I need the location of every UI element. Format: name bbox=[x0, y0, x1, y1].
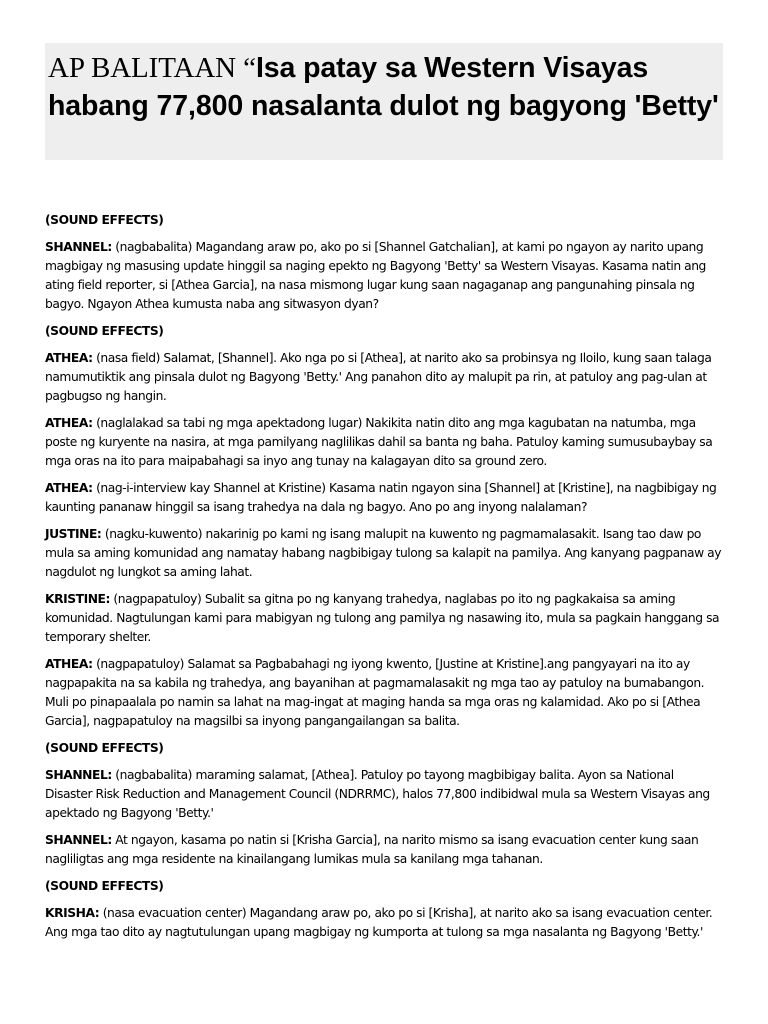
dialogue-line bbox=[45, 414, 723, 471]
page-title bbox=[48, 50, 719, 125]
speaker-name: ATHEA: bbox=[45, 481, 93, 495]
dialogue-text: (nagpapatuloy) Salamat sa Pagbabahagi ng iyong kwento, [Justine at Kristine].ang pangyayari na ito ay nagpapakita na sa kabila ng trahedya, ang bayanihan at pagmamalasakit ng mga tao ay patuloy na bumabangon. Muli po pinapaalala po namin sa lahat na mag-ingat at maging handa sa mga oras ng kalamidad. Ako po si [Athea Garcia], nagpapatuloy na magsilbi sa inyong pangangailangan sa balita. bbox=[45, 657, 705, 728]
dialogue-line bbox=[45, 766, 723, 823]
sound-effects-line: (SOUND EFFECTS) bbox=[45, 741, 164, 755]
dialogue-line bbox=[45, 904, 723, 942]
dialogue-text: (nagpapatuloy) Subalit sa gitna po ng kanyang trahedya, naglabas po ito ng pagkakaisa sa aming komunidad. Nagtulungan kami para mabigyan ng tulong ang pamilya ng nasawing ito, mula sa pagkain hanggang sa temporary shelter. bbox=[45, 592, 720, 644]
speaker-name: KRISTINE: bbox=[45, 592, 110, 606]
script-body bbox=[45, 211, 723, 942]
dialogue-text: (nagbabalita) maraming salamat, [Athea]. Patuloy po tayong magbibigay balita. Ayon sa National Disaster Risk Reduction and Management Council (NDRRMC), halos 77,800 indibidwal mula sa Western Visayas ang apektado ng Bagyong 'Betty.' bbox=[45, 768, 710, 820]
title-prefix: AP BALITAAN “ bbox=[48, 52, 256, 84]
sound-effects-line: (SOUND EFFECTS) bbox=[45, 324, 164, 338]
dialogue-line bbox=[45, 831, 723, 869]
speaker-name: KRISHA: bbox=[45, 906, 100, 920]
speaker-name: ATHEA: bbox=[45, 416, 93, 430]
dialogue-line bbox=[45, 525, 723, 582]
dialogue-text: At ngayon, kasama po natin si [Krisha Garcia], na narito mismo sa isang evacuation center kung saan nagliligtas ang mga residente na kinailangang lumikas mula sa kanilang mga tahanan. bbox=[45, 833, 699, 866]
sound-effects-line: (SOUND EFFECTS) bbox=[45, 879, 164, 893]
dialogue-text: (nasa field) Salamat, [Shannel]. Ako nga po si [Athea], at narito ako sa probinsya ng Iloilo, kung saan talaga namumutiktik ang pinsala dulot ng Bagyong 'Betty.' Ang panahon dito ay malupit pa rin, at patuloy ang pag-ulan at pagbugso ng hangin. bbox=[45, 351, 712, 403]
dialogue-line bbox=[45, 479, 723, 517]
speaker-name: JUSTINE: bbox=[45, 527, 102, 541]
sound-effects-line: (SOUND EFFECTS) bbox=[45, 213, 164, 227]
dialogue-text: (naglalakad sa tabi ng mga apektadong lugar) Nakikita natin dito ang mga kagubatan na natumba, mga poste ng kuryente na nasira, at mga pamilyang naglilikas dahil sa banta ng baha. Patuloy kaming sumusubaybay sa mga oras na ito para maipabahagi sa inyo ang tunay na kalagayan dito sa ground zero. bbox=[45, 416, 713, 468]
speaker-name: ATHEA: bbox=[45, 657, 93, 671]
dialogue-text: (nagbabalita) Magandang araw po, ako po si [Shannel Gatchalian], at kami po ngayon ay narito upang magbigay ng masusing update hinggil sa naging epekto ng Bagyong 'Betty' sa Western Visayas. Kasama natin ang ating field reporter, si [Athea Garcia], na nasa mismong lugar kung saan nagaganap ang pangunahing pinsala ng bagyo. Ngayon Athea kumusta naba ang sitwasyon dyan? bbox=[45, 240, 706, 311]
speaker-name: SHANNEL: bbox=[45, 833, 112, 847]
dialogue-line bbox=[45, 655, 723, 731]
dialogue-line bbox=[45, 238, 723, 314]
document-page bbox=[45, 43, 723, 950]
dialogue-line bbox=[45, 349, 723, 406]
title-main: Isa patay sa Western Visayas habang 77,800 nasalanta dulot ng bagyong 'Betty' bbox=[48, 52, 719, 122]
dialogue-line bbox=[45, 590, 723, 647]
dialogue-text: (nagku-kuwento) nakarinig po kami ng isang malupit na kuwento ng pagmamalasakit. Isang tao daw po mula sa aming komunidad ang namatay habang nagbibigay tulong sa kalapit na pamilya. Ang kanyang pagpanaw ay nagdulot ng lungkot sa aming lahat. bbox=[45, 527, 722, 579]
dialogue-text: (nag-i-interview kay Shannel at Kristine) Kasama natin ngayon sina [Shannel] at [Kristine], na nagbibigay ng kaunting pananaw hinggil sa isang trahedya na dala ng bagyo. Ano po ang inyong nalalaman? bbox=[45, 481, 717, 514]
speaker-name: ATHEA: bbox=[45, 351, 93, 365]
speaker-name: SHANNEL: bbox=[45, 768, 112, 782]
title-box bbox=[45, 43, 723, 160]
speaker-name: SHANNEL: bbox=[45, 240, 112, 254]
dialogue-text: (nasa evacuation center) Magandang araw po, ako po si [Krisha], at narito ako sa isang evacuation center. Ang mga tao dito ay nagtutulungan upang magbigay ng kumporta at tulong sa mga nasalanta ng Bagyong 'Betty.' bbox=[45, 906, 713, 939]
